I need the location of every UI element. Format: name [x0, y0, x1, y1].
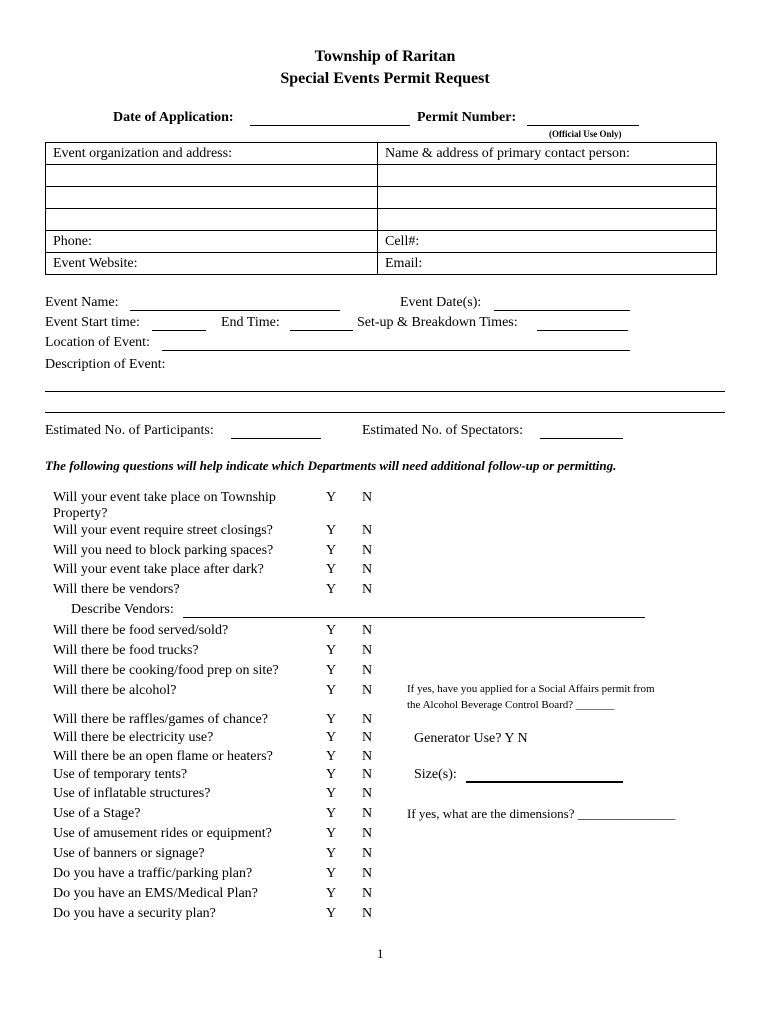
no-option[interactable]: N	[362, 826, 373, 841]
contact-person-field-2[interactable]	[378, 187, 717, 209]
yes-option[interactable]: Y	[326, 786, 337, 801]
question-food-served: Will there be food served/sold?	[53, 623, 229, 638]
date-of-application-line[interactable]	[250, 125, 410, 126]
yes-option[interactable]: Y	[326, 562, 337, 577]
yes-option[interactable]: Y	[326, 846, 337, 861]
question-open-flame: Will there be an open flame or heaters?	[53, 749, 273, 764]
description-line-2[interactable]	[45, 412, 725, 413]
question-vendors: Will there be vendors?	[53, 582, 180, 597]
event-name-line[interactable]	[130, 310, 340, 311]
participants-line[interactable]	[231, 438, 321, 439]
yes-option[interactable]: Y	[326, 749, 337, 764]
yes-option[interactable]: Y	[326, 730, 337, 745]
yes-option[interactable]: Y	[326, 543, 337, 558]
form-subtitle: Special Events Permit Request	[280, 70, 490, 87]
no-option[interactable]: N	[362, 582, 373, 597]
question-street-closings: Will your event require street closings?	[53, 523, 273, 538]
end-time-line[interactable]	[290, 330, 353, 331]
no-option[interactable]: N	[362, 866, 373, 881]
question-traffic-plan: Do you have a traffic/parking plan?	[53, 866, 253, 881]
yes-option[interactable]: Y	[326, 523, 337, 538]
question-alcohol: Will there be alcohol?	[53, 683, 177, 698]
date-of-application-label: Date of Application:	[113, 110, 234, 125]
end-time-label: End Time:	[221, 315, 280, 330]
description-line-1[interactable]	[45, 391, 725, 392]
website-field[interactable]: Event Website:	[46, 253, 378, 275]
no-option[interactable]: N	[362, 886, 373, 901]
question-food-trucks: Will there be food trucks?	[53, 643, 199, 658]
spectators-label: Estimated No. of Spectators:	[362, 423, 523, 438]
question-amusement-rides: Use of amusement rides or equipment?	[53, 826, 272, 841]
permit-number-line	[527, 125, 639, 126]
form-title: Township of Raritan	[314, 48, 456, 65]
no-option[interactable]: N	[362, 663, 373, 678]
yes-option[interactable]: Y	[326, 663, 337, 678]
org-address-field-1[interactable]	[46, 165, 378, 187]
permit-number-label: Permit Number:	[417, 110, 517, 125]
participants-label: Estimated No. of Participants:	[45, 423, 214, 438]
page-number: 1	[377, 946, 384, 961]
no-option[interactable]: N	[362, 683, 373, 698]
spectators-line[interactable]	[540, 438, 623, 439]
question-raffles: Will there be raffles/games of chance?	[53, 712, 268, 727]
email-field[interactable]: Email:	[378, 253, 717, 275]
setup-time-label: Set-up & Breakdown Times:	[357, 315, 518, 330]
question-stage: Use of a Stage?	[53, 806, 141, 821]
no-option[interactable]: N	[362, 730, 373, 745]
no-option[interactable]: N	[362, 562, 373, 577]
question-security-plan: Do you have a security plan?	[53, 906, 216, 921]
question-township-property-line2: Property?	[53, 506, 108, 521]
event-name-label: Event Name:	[45, 295, 119, 310]
question-electricity: Will there be electricity use?	[53, 730, 214, 745]
question-cooking: Will there be cooking/food prep on site?	[53, 663, 279, 678]
yes-option[interactable]: Y	[326, 683, 337, 698]
setup-time-line[interactable]	[537, 330, 628, 331]
question-after-dark: Will your event take place after dark?	[53, 562, 264, 577]
describe-vendors-label: Describe Vendors:	[71, 602, 174, 617]
official-use-note: (Official Use Only)	[549, 129, 622, 139]
no-option[interactable]: N	[362, 846, 373, 861]
question-parking-spaces: Will you need to block parking spaces?	[53, 543, 274, 558]
alcohol-note-line2: the Alcohol Beverage Control Board? _______	[407, 699, 615, 711]
stage-dimensions-note[interactable]: If yes, what are the dimensions? _______________	[407, 806, 676, 821]
no-option[interactable]: N	[362, 643, 373, 658]
describe-vendors-line[interactable]	[183, 617, 645, 618]
yes-option[interactable]: Y	[326, 806, 337, 821]
tent-size-line[interactable]	[466, 781, 623, 783]
org-address-field-3[interactable]	[46, 209, 378, 231]
no-option[interactable]: N	[362, 906, 373, 921]
org-address-label: Event organization and address:	[46, 143, 378, 165]
no-option[interactable]: N	[362, 543, 373, 558]
no-option[interactable]: N	[362, 786, 373, 801]
contact-person-field-1[interactable]	[378, 165, 717, 187]
no-option[interactable]: N	[362, 623, 373, 638]
question-tents: Use of temporary tents?	[53, 767, 188, 782]
yes-option[interactable]: Y	[326, 643, 337, 658]
yes-option[interactable]: Y	[326, 866, 337, 881]
yes-option[interactable]: Y	[326, 490, 337, 505]
no-option[interactable]: N	[362, 749, 373, 764]
question-banners: Use of banners or signage?	[53, 846, 205, 861]
question-township-property-line1: Will your event take place on Township	[53, 490, 276, 505]
contact-person-field-3[interactable]	[378, 209, 717, 231]
questions-intro: The following questions will help indicate which Departments will need additional follow-up or permitting.	[45, 458, 617, 473]
no-option[interactable]: N	[362, 712, 373, 727]
contact-table	[45, 142, 717, 275]
no-option[interactable]: N	[362, 806, 373, 821]
generator-use-question[interactable]: Generator Use? Y N	[414, 731, 528, 746]
no-option[interactable]: N	[362, 767, 373, 782]
cell-field[interactable]: Cell#:	[378, 231, 717, 253]
description-label: Description of Event:	[45, 357, 166, 372]
start-time-label: Event Start time:	[45, 315, 140, 330]
start-time-line[interactable]	[152, 330, 206, 331]
location-line[interactable]	[162, 350, 630, 351]
yes-option[interactable]: Y	[326, 906, 337, 921]
yes-option[interactable]: Y	[326, 826, 337, 841]
yes-option[interactable]: Y	[326, 623, 337, 638]
yes-option[interactable]: Y	[326, 767, 337, 782]
phone-field[interactable]: Phone:	[46, 231, 378, 253]
yes-option[interactable]: Y	[326, 582, 337, 597]
no-option[interactable]: N	[362, 490, 373, 505]
org-address-field-2[interactable]	[46, 187, 378, 209]
yes-option[interactable]: Y	[326, 886, 337, 901]
location-label: Location of Event:	[45, 335, 150, 350]
contact-person-label: Name & address of primary contact person:	[378, 143, 717, 165]
event-dates-label: Event Date(s):	[400, 295, 482, 310]
alcohol-note-line1: If yes, have you applied for a Social Affairs permit from	[407, 683, 655, 695]
yes-option[interactable]: Y	[326, 712, 337, 727]
no-option[interactable]: N	[362, 523, 373, 538]
question-inflatables: Use of inflatable structures?	[53, 786, 211, 801]
event-dates-line[interactable]	[494, 310, 630, 311]
tent-size-label: Size(s):	[414, 767, 457, 782]
question-ems-plan: Do you have an EMS/Medical Plan?	[53, 886, 258, 901]
